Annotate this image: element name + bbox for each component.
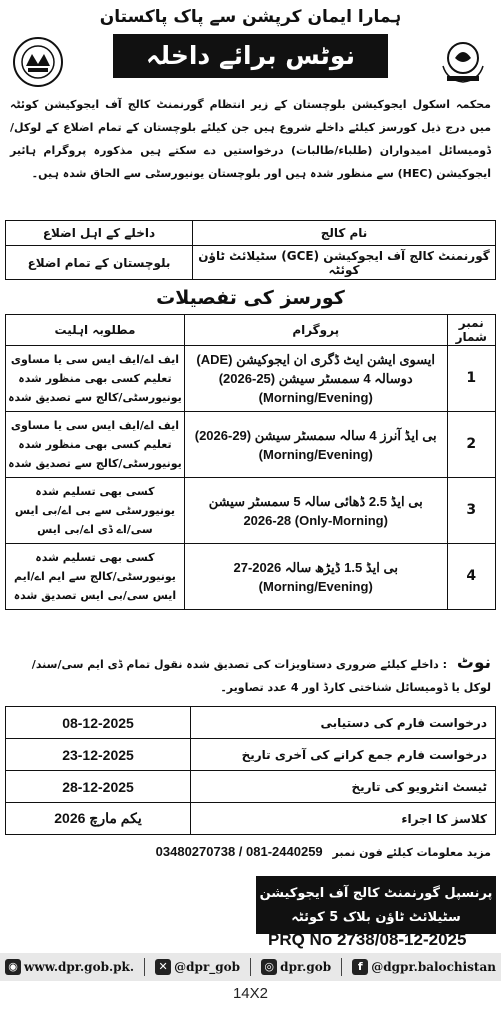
note xyxy=(10,652,491,699)
course-eligibility: کسی بھی تسلیم شدہ یونیورسٹی/کالج سے ایم اے/ایم ایس سی/بی ایس تصدیق شدہ xyxy=(6,544,185,610)
course-eligibility: ایف اے/ایف ایس سی یا مساوی تعلیم کسی بھی منظور شدہ یونیورسٹی/کالج سے تصدیق شدہ xyxy=(6,346,185,412)
government-logo xyxy=(437,36,489,88)
course-row xyxy=(6,346,496,412)
course-program xyxy=(184,346,447,412)
social-handle: @dpr_gob xyxy=(174,960,241,974)
college-table xyxy=(5,220,496,280)
date-value: 28-12-2025 xyxy=(6,771,191,803)
course-serial: 4 xyxy=(447,544,495,610)
college-name: گورنمنٹ کالج آف ایجوکیشن (GCE) سٹیلائٹ ٹاؤن کوئٹہ xyxy=(193,246,496,280)
program-line: (Morning/Evening) xyxy=(258,446,373,462)
eligibility-header: مطلوبہ اہلیت xyxy=(6,315,185,346)
course-row xyxy=(6,544,496,610)
globe-icon: ◉ xyxy=(5,959,21,975)
address-line-2: سٹیلائٹ ٹاؤن بلاک 5 کوئٹہ xyxy=(291,910,461,925)
date-label: درخواست فارم کی دستیابی xyxy=(191,707,496,739)
note-text: : داخلے کیلئے ضروری دستاویزات کی تصدیق شدہ نقول تمام ڈی ایم سی/سند/لوکل یا ڈومیسائل شناختی کارڈ اور 4 عدد تصاویر۔ xyxy=(31,658,491,694)
course-row xyxy=(6,412,496,478)
contact-phones: 03480270738 / 081-2440259 xyxy=(155,844,323,859)
course-program xyxy=(184,544,447,610)
date-label: ٹیسٹ انٹرویو کی تاریخ xyxy=(191,771,496,803)
program-line: بی ایڈ آنرز 4 سالہ سمسٹر سیشن (29-2026) xyxy=(194,427,437,443)
college-name-header: نام کالج xyxy=(193,221,496,246)
instagram-icon: ◎ xyxy=(261,959,277,975)
social-handle: dpr.gob xyxy=(280,960,332,974)
program-line: (Morning/Evening) xyxy=(258,578,373,594)
date-row xyxy=(6,803,496,835)
course-serial: 1 xyxy=(447,346,495,412)
course-eligibility: کسی بھی تسلیم شدہ یونیورسٹی سے بی اے/بی ایس سی/اے ڈی اے/بی ایس xyxy=(6,478,185,544)
date-value: 08-12-2025 xyxy=(6,707,191,739)
social-handle: @dgpr.balochistan xyxy=(371,960,496,974)
date-row xyxy=(6,739,496,771)
social-link[interactable] xyxy=(155,959,240,975)
date-value: یکم مارچ 2026 xyxy=(6,803,191,835)
address-block xyxy=(256,876,496,934)
contact-info xyxy=(10,844,491,859)
program-line: (Morning/Evening) xyxy=(258,390,373,405)
social-handle: www.dpr.gob.pk. xyxy=(24,960,135,974)
social-link[interactable] xyxy=(261,959,331,975)
serial-header: نمبر شمار xyxy=(447,315,495,346)
eligible-districts: بلوچستان کے تمام اضلاع xyxy=(6,246,193,280)
date-value: 23-12-2025 xyxy=(6,739,191,771)
date-label: درخواست فارم جمع کرانے کی آخری تاریخ xyxy=(191,739,496,771)
social-link[interactable] xyxy=(352,959,496,975)
course-row xyxy=(6,478,496,544)
dates-table xyxy=(5,706,496,835)
size-tag: 14X2 xyxy=(232,985,269,1002)
eligible-districts-header: داخلے کے اہل اضلاع xyxy=(6,221,193,246)
date-label: کلاسز کا اجراء xyxy=(191,803,496,835)
course-serial: 2 xyxy=(447,412,495,478)
course-eligibility: ایف اے/ایف ایس سی یا مساوی تعلیم کسی بھی منظور شدہ یونیورسٹی/کالج سے تصدیق شدہ xyxy=(6,412,185,478)
social-link[interactable] xyxy=(5,959,134,975)
program-header: پروگرام xyxy=(184,315,447,346)
date-row xyxy=(6,771,496,803)
course-program xyxy=(184,412,447,478)
program-line: بی ایڈ 1.5 ڈیڑھ سالہ 2026-27 xyxy=(233,559,398,575)
contact-label: مزید معلومات کیلئے فون نمبر xyxy=(332,846,491,859)
social-divider xyxy=(144,958,145,976)
social-bar xyxy=(0,953,501,981)
program-line: دوسالہ 4 سمسٹر سیشن (25-2026) xyxy=(218,371,413,386)
course-serial: 3 xyxy=(447,478,495,544)
program-line: ایسوی ایشن ایٹ ڈگری ان ایجوکیشن (ADE) xyxy=(196,352,436,367)
course-program xyxy=(184,478,447,544)
program-line: (Only-Morning) 2026-28 xyxy=(243,512,388,528)
program-line: بی ایڈ 2.5 ڈھائی سالہ 5 سمسٹر سیشن xyxy=(208,493,423,509)
social-divider xyxy=(250,958,251,976)
social-divider xyxy=(341,958,342,976)
facebook-icon: f xyxy=(352,959,368,975)
slogan: ہمارا ایمان کرپشن سے پاک پاکستان xyxy=(99,7,402,27)
date-row xyxy=(6,707,496,739)
intro-paragraph: محکمہ اسکول ایجوکیشن بلوچستان کے زیر انتظام گورنمنٹ کالج آف ایجوکیشن کوئٹہ میں درج ذیل کورسز کیلئے داخلے شروع ہیں جن کیلئے بلوچستان کے تمام اضلاع کے لوکل/ڈومیسائل امیدواران (طلباء/طالبات) درخواستیں دے سکتے ہیں مذکورہ پروگرام ہائیر ایجوکیشن (HEC) سے منظور شدہ ہیں اور بلوچستان یونیورسٹی سے الحاق شدہ ہیں۔ xyxy=(10,98,491,180)
x-icon: ✕ xyxy=(155,959,171,975)
courses-table xyxy=(5,314,496,610)
address-line-1: پرنسپل گورنمنٹ کالج آف ایجوکیشن xyxy=(259,886,493,901)
courses-heading: کورسز کی تفصیلات xyxy=(156,287,345,309)
prq-number: PRQ No 2738/08-12-2025 xyxy=(268,930,467,949)
college-logo xyxy=(12,36,64,88)
notice-title: نوٹس برائے داخلہ xyxy=(113,34,388,78)
note-label: نوٹ xyxy=(456,653,491,673)
